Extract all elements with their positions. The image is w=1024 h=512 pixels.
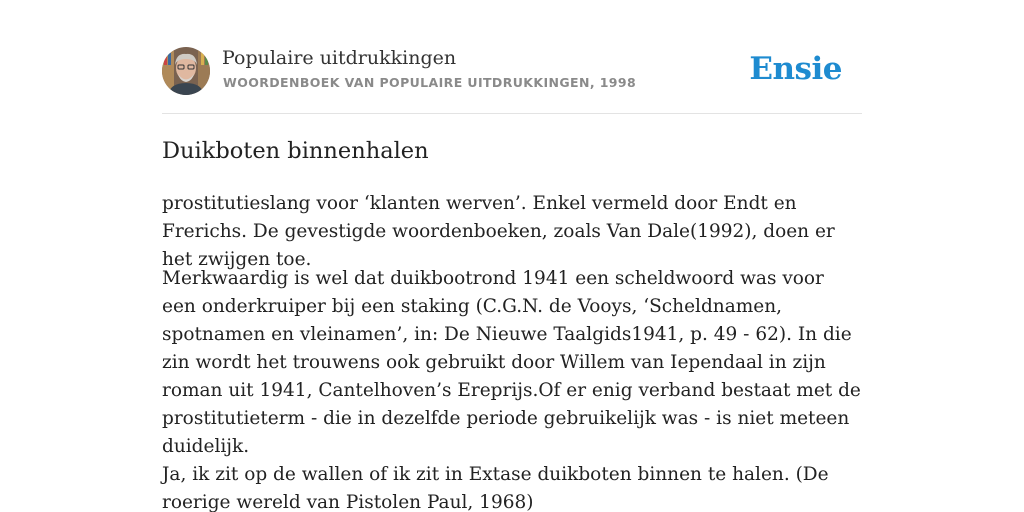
source-subtitle: WOORDENBOEK VAN POPULAIRE UITDRUKKINGEN, 1998 [223,75,637,90]
article-paragraph-definition: prostitutieslang voor ‘klanten werven’. Enkel vermeld door Endt en Frerichs. De gevestigde woordenboeken, zoals Van Dale(1992), doen er het zwijgen toe. [162,193,835,270]
source-title[interactable]: Populaire uitdrukkingen [222,47,457,69]
source-header [162,47,862,114]
author-portrait-icon [162,47,210,95]
author-avatar[interactable] [162,47,210,95]
ensie-logo[interactable]: Ensie [749,51,842,87]
article-paragraph-quote: Ja, ik zit op de wallen of ik zit in Extase duikboten binnen te halen. (De roerige wereld van Pistolen Paul, 1968) [162,464,829,512]
article-paragraph-etymology: Merkwaardig is wel dat duikbootrond 1941 een scheldwoord was voor een onderkruiper bij een staking (C.G.N. de Vooys, ‘Scheldnamen, spotnamen en vleinamen’, in: De Nieuwe Taalgids1941, p. 49 - 62). In die zin wordt het trouwens ook gebruikt door Willem van Iependaal in zijn roman uit 1941, Cantelhoven’s Ereprijs.Of er enig verband bestaat met de prostitutieterm - die in dezelfde periode gebruikelijk was - is niet meteen duidelijk. [162,268,861,457]
article-title: Duikboten binnenhalen [162,138,429,164]
